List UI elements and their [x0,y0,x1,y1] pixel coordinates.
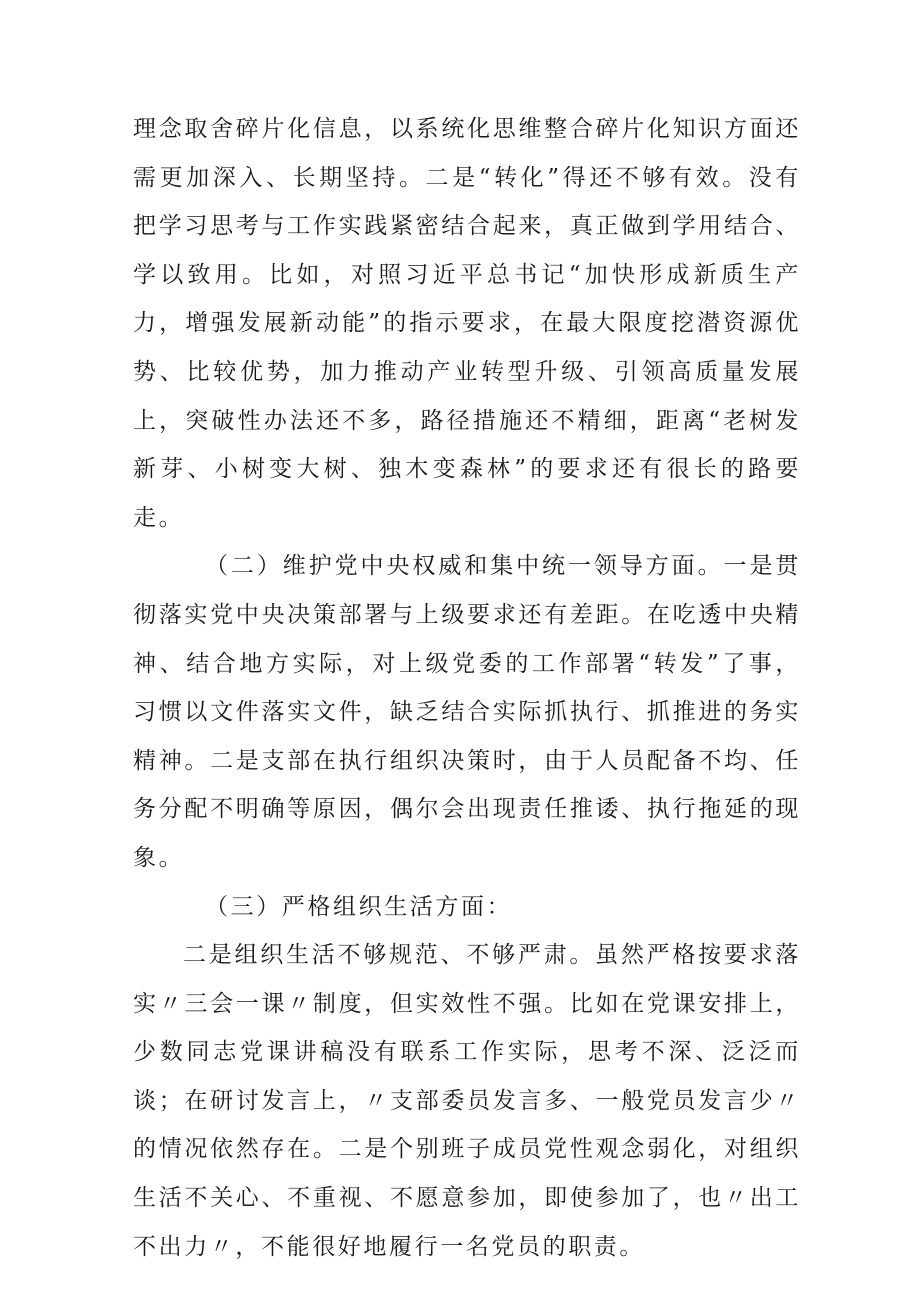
paragraph-section-three-heading: （三）严格组织生活方面： [205,893,513,920]
paragraph-organization-life: 二是组织生活不够规范、不够严肃。虽然严格按要求落实〃三会一课〃制度，但实效性不强。比如在党课安排上，少数同志党课讲稿没有联系工作实际，思考不深、泛泛而谈；在研讨发言上，〃支部委员发言多、一般党员发言少〃的情况依然存在。二是个别班子成员党性观念弱化，对组织生活不关心、不重视、不愿意参加，即使参加了，也〃出工不出力〃，不能很好地履行一名党员的职责。 [133,942,801,1260]
paragraph-continuation: 理念取舍碎片化信息，以系统化思维整合碎片化知识方面还需更加深入、长期坚持。二是“转化”得还不够有效。没有把学习思考与工作实践紧密结合起来，真正做到学用结合、学以致用。比如，对照习近平总书记“加快形成新质生产力，增强发展新动能”的指示要求，在最大限度挖潜资源优势、比较优势，加力推动产业转型升级、引领高质量发展上，突破性办法还不多，路径措施还不精细，距离“老树发新芽、小树变大树、独木变森林”的要求还有很长的路要走。 [133,116,801,531]
document-body [133,105,801,1271]
paragraph-section-two: （二）维护党中央权威和集中统一领导方面。一是贯彻落实党中央决策部署与上级要求还有差距。在吃透中央精神、结合地方实际，对上级党委的工作部署“转发”了事，习惯以文件落实文件，缺乏结合实际抓执行、抓推进的务实精神。二是支部在执行组织决策时，由于人员配备不均、任务分配不明确等原因，偶尔会出现责任推诿、执行拖延的现象。 [133,553,801,871]
